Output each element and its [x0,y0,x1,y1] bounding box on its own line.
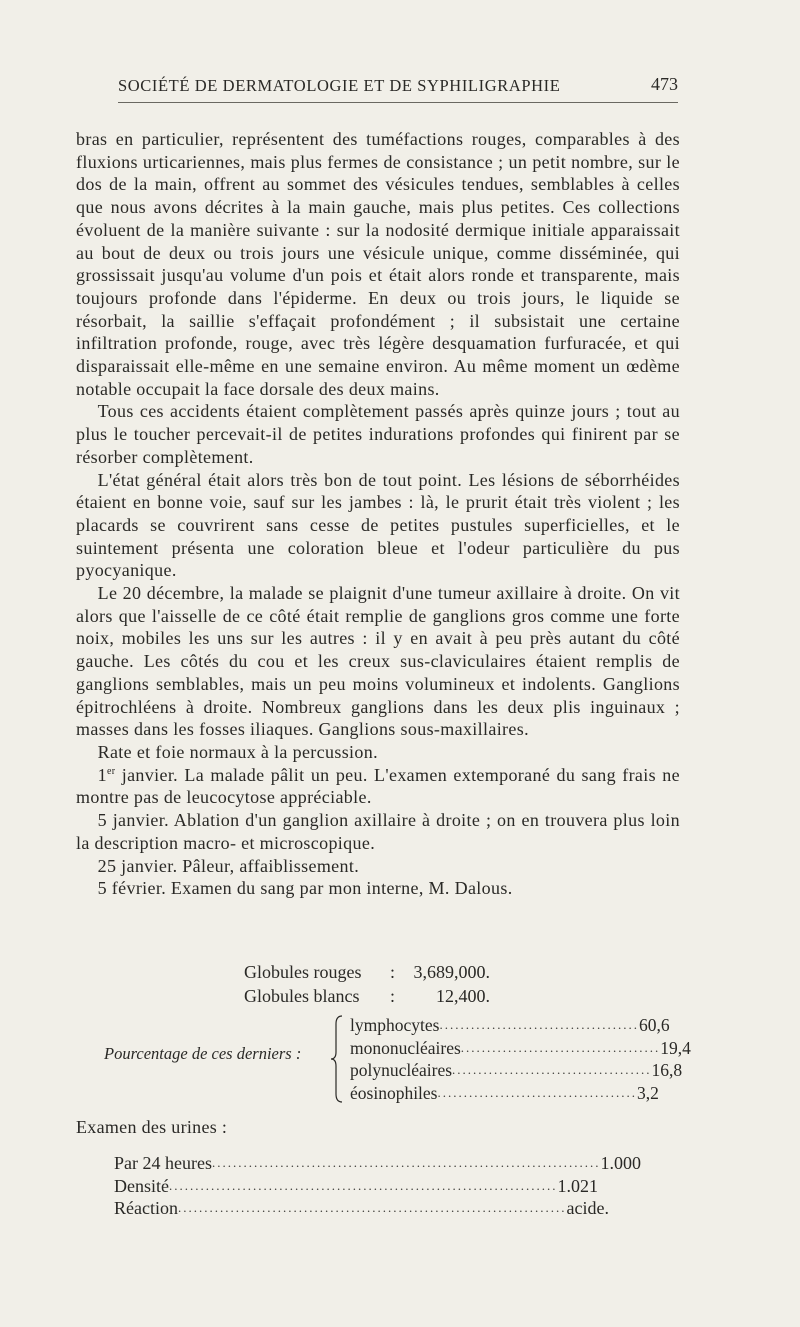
paragraph: bras en particulier, représentent des tuméfactions rouges, comparables à des fluxions urticariennes, mais plus fermes de consistance ; un petit nombre, sur le dos de la main, offrent au sommet des vésicules tendues, semblables à celles que nous avons décrites à la main gauche, mais plus petites. Ces collections évoluent de la manière suivante : sur la nodosité dermique initiale apparaissait au bout de deux ou trois jours une vésicule unique, comme disséminée, qui grossissait jusqu'au volume d'un pois et était alors ronde et transparente, mais toujours profonde dans l'épiderme. En deux ou trois jours, le liquide se résorbait, la saillie s'effaçait profondément ; il subsistait une certaine infiltration profonde, rouge, avec très légère desquamation furfuracée, et qui disparaissait elle-même en une semaine environ. Au même moment un œdème notable occupait la face dorsale des deux mains. [76,129,680,399]
urine-row [114,1175,598,1198]
urine-value: acide. [566,1198,609,1218]
cell-type: mononucléaires [350,1037,461,1058]
percentage-row [350,1059,683,1082]
paragraph: Tous ces accidents étaient complètement passés après quinze jours ; tout au plus le toucher percevait-il de petites indurations profondes qui finirent par se résorber complètement. [76,401,680,467]
paragraph: 5 février. Examen du sang par mon interne, M. Dalous. [97,878,513,899]
page-number: 473 [651,74,678,94]
blood-label: Globules rouges [244,962,362,982]
leader-dots: .......................................................................... [168,1177,558,1193]
blood-row [244,960,490,984]
urine-label: Réaction [114,1198,178,1218]
urine-exam-title: Examen des urines : [76,1117,228,1137]
paragraph: Le 20 décembre, la malade se plaignit d'une tumeur axillaire à droite. On vit alors que l'aisselle de ce côté était remplie de ganglions gros comme une forte noix, mobiles les uns sur les autres : il y en avait à peu près autant du côté gauche. Les côtés du cou et les creux sus-claviculaires étaient remplis de ganglions semblables, mais un peu moins volumineux et indolents. Ganglions épitrochléens à droite. Nombreux ganglions dans les deux plis inguinaux ; masses dans les fosses iliaques. Ganglions sous-maxillaires. [76,583,680,740]
cell-value: 19,4 [660,1037,691,1058]
curly-brace-icon [330,1014,344,1104]
leader-dots: .......................................................................... [177,1200,567,1215]
blood-counts [244,960,490,1008]
header-title: SOCIÉTÉ DE DERMATOLOGIE ET DE SYPHILIGRAPHIE [118,76,561,95]
paragraph: Rate et foie normaux à la percussion. [97,741,378,762]
cell-type: éosinophiles [350,1082,438,1103]
urine-table [114,1152,641,1220]
percentage-row [350,1082,659,1105]
leader-dots: ...................................... [460,1039,661,1055]
paragraph-jan1 [76,764,680,809]
blood-label: Globules blancs [244,986,360,1006]
urine-value: 1.000 [600,1153,641,1173]
colon: : [390,986,396,1006]
cell-value: 16,8 [651,1060,683,1080]
cell-value: 3,2 [637,1082,659,1103]
urine-label: Par 24 heures [114,1153,212,1173]
cell-type: lymphocytes [350,1015,440,1035]
body-text [76,128,680,900]
blood-value: 3,689,000. [413,962,490,982]
leader-dots: ...................................... [437,1084,637,1100]
cell-type: polynucléaires [350,1060,453,1080]
percentage-items [350,1014,691,1104]
urine-value: 1.021 [557,1175,598,1196]
blood-row [244,984,490,1008]
cell-value: 60,6 [638,1015,670,1035]
urine-label: Densité [114,1175,169,1196]
percentage-row [350,1037,691,1060]
percentage-caption: Pourcentage de ces derniers : [104,1044,302,1063]
jan1-sup: er [106,765,116,777]
percentage-row [350,1014,670,1037]
urine-row [114,1197,609,1220]
header-rule [118,102,678,103]
paragraph: L'état général était alors très bon de tout point. Les lésions de séborrhéides étaient en bonne voie, sauf sur les jambes : là, le prurit était très violent ; les placards se couvrirent sans cesse de petites pustules superficielles, et le suintement présenta une coloration bleue et l'odeur particulière du pus pyocyanique. [76,469,680,581]
urine-row [114,1152,641,1175]
percentage-table [104,1014,691,1106]
jan1-num: 1 [97,764,107,785]
colon: : [390,962,396,982]
paragraph: 25 janvier. Pâleur, affaiblissement. [97,855,360,876]
paragraph: 5 janvier. Ablation d'un ganglion axillaire à droite ; on en trouvera plus loin la description macro- et microscopique. [76,810,680,853]
leader-dots: ...................................... [452,1062,652,1077]
leader-dots: .......................................................................... [211,1155,601,1170]
jan1-text: janvier. La malade pâlit un peu. L'examen extemporané du sang frais ne montre pas de leucocytose appréciable. [76,764,680,808]
blood-value: 12,400. [436,986,490,1006]
leader-dots: ...................................... [439,1017,639,1032]
